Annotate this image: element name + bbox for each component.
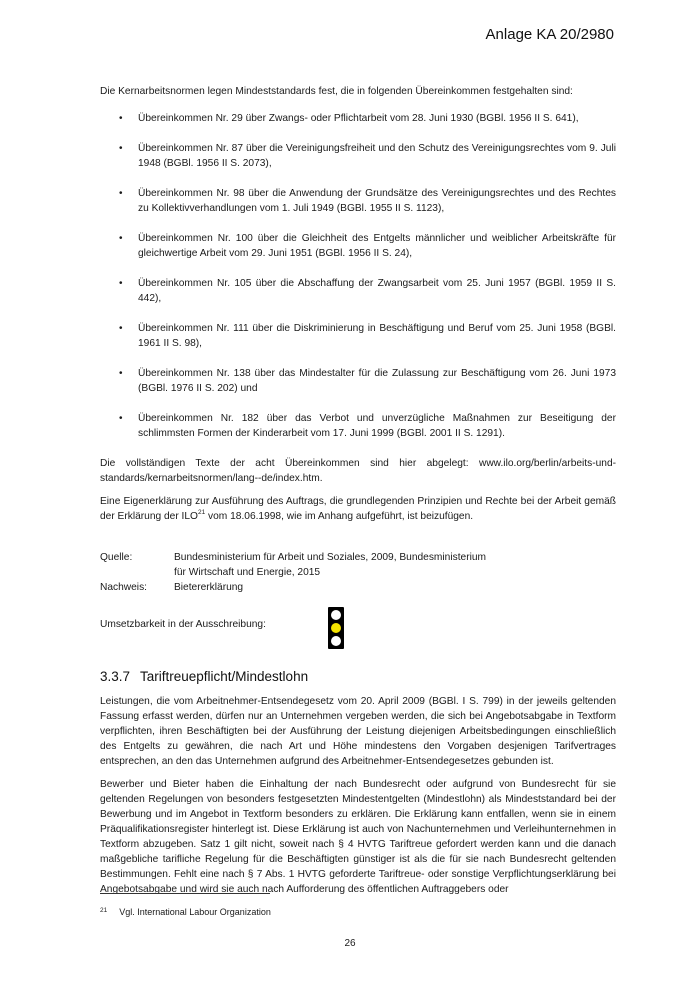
section-title: Tariftreuepflicht/Mindestlohn (140, 669, 309, 684)
section-heading (100, 669, 616, 684)
traffic-light-icon (328, 607, 344, 649)
traffic-light-middle-active (331, 623, 341, 633)
page-content (100, 84, 616, 905)
quelle-row (100, 550, 616, 580)
feasibility-row (100, 607, 616, 655)
list-item: • Übereinkommen Nr. 87 über die Vereinigungsfreiheit und den Schutz des Vereinigungsrechtes vom 9. Juli 1948 (BGBl. 1956 II S. 2073), (119, 143, 616, 169)
nachweis-row (100, 580, 616, 595)
list-item: • Übereinkommen Nr. 138 über das Mindestalter für die Zulassung zur Beschäftigung vom 26. Juni 1973 (BGBl. 1976 II S. 202) und (119, 368, 616, 394)
conventions-list (100, 111, 616, 441)
bullet-icon: • (119, 233, 123, 244)
footnote-reference[interactable]: 21 (197, 509, 206, 516)
quelle-value: Bundesministerium für Arbeit und Soziales, 2009, Bundesministerium für Wirtschaft und Energie, 2015 (174, 552, 487, 578)
texts-paragraph: Die vollständigen Texte der acht Übereinkommen sind hier abgelegt: www.ilo.org/berlin/arbeits-und-standards/kernarbeitsnormen/lang--de/index.htm. (100, 458, 616, 484)
list-item: • Übereinkommen Nr. 100 über die Gleichheit des Entgelts männlicher und weiblicher Arbeitskräfte für gleichwertige Arbeit vom 29. Juni 1951 (BGBl. 1956 II S. 24), (119, 233, 616, 259)
bullet-icon: • (119, 278, 123, 289)
annex-header: Anlage KA 20/2980 (485, 26, 614, 43)
intro-paragraph: Die Kernarbeitsnormen legen Mindeststandards fest, die in folgenden Übereinkommen festgehalten sind: (100, 86, 573, 97)
traffic-light-top (331, 610, 341, 620)
nachweis-value: Bietererklärung (174, 582, 244, 593)
footnote-text: Vgl. International Labour Organization (119, 907, 271, 917)
list-item: • Übereinkommen Nr. 182 über das Verbot und unverzügliche Maßnahmen zur Beseitigung der schlimmsten Formen der Kinderarbeit vom 17. Juni 1999 (BGBl. 2001 II S. 1291). (119, 413, 616, 439)
section-paragraph-2: Bewerber und Bieter haben die Einhaltung der nach Bundesrecht oder aufgrund von Bundesrecht für sie geltenden Regelungen von besonders festgesetzten Mindestentgelten (Mindestlohn) als Mindeststandard bei der Bewerbung und im Angebot in Textform besonders zu erklären. Die Erklärung kann entfallen, wenn sie in einem Präqualifikationsregister hinterlegt ist. Diese Erklärung ist auch von Nachunternehmen und Verleihunternehmen in Textform abzugeben. Satz 1 gilt nicht, soweit nach § 4 HVTG Tariftreue gefordert werden kann und die danach maßgebliche tarifliche Regelung für die Beschäftigten günstiger ist als die für sie nach Bundesrecht geltenden Bestimmungen. Fehlt eine nach § 7 Abs. 1 HVTG geforderte Tariftreue- oder sonstige Verpflichtungserklärung bei Angebotsabgabe und wird sie auch nach Aufforderung des öffentlichen Auftraggebers oder (100, 779, 616, 895)
list-item: • Übereinkommen Nr. 111 über die Diskriminierung in Beschäftigung und Beruf vom 25. Juni 1958 (BGBl. 1961 II S. 98), (119, 323, 616, 349)
list-item: • Übereinkommen Nr. 105 über die Abschaffung der Zwangsarbeit vom 25. Juni 1957 (BGBl. 1959 II S. 442), (119, 278, 616, 304)
list-item: • Übereinkommen Nr. 29 über Zwangs- oder Pflichtarbeit vom 28. Juni 1930 (BGBl. 1956 II S. 641), (119, 113, 579, 124)
bullet-icon: • (119, 413, 123, 424)
quelle-label: Quelle: (100, 552, 133, 563)
footnote-divider (100, 893, 270, 894)
bullet-icon: • (119, 143, 123, 154)
bullet-icon: • (119, 368, 123, 379)
bullet-icon: • (119, 188, 123, 199)
feasibility-label: Umsetzbarkeit in der Ausschreibung: (100, 619, 266, 630)
declaration-paragraph: Eine Eigenerklärung zur Ausführung des Auftrags, die grundlegenden Prinzipien und Rechte bei der Arbeit gemäß der Erklärung der ILO$^{21}$ vom 18.06.1998, wie im Anhang aufgeführt, ist beizufügen. (100, 496, 616, 522)
footnote-number: 21 (100, 907, 108, 914)
page-number: 26 (344, 938, 356, 949)
bullet-icon: • (119, 323, 123, 334)
list-item: • Übereinkommen Nr. 98 über die Anwendung der Grundsätze des Vereinigungsrechtes und des Rechtes zu Kollektivverhandlungen vom 1. Juli 1949 (BGBl. 1955 II S. 1123), (119, 188, 616, 214)
footnote (100, 907, 271, 917)
traffic-light-bottom (331, 636, 341, 646)
section-number: 3.3.7 (100, 669, 131, 684)
bullet-icon: • (119, 113, 123, 124)
source-block (100, 550, 616, 595)
section-paragraph-1: Leistungen, die vom Arbeitnehmer-Entsendegesetz vom 20. April 2009 (BGBl. I S. 799) in der jeweils geltenden Fassung erfasst werden, dürfen nur an Unternehmen vergeben werden, die sich bei Angebotsabgabe in Textform verpflichten, ihren Beschäftigten bei der Ausführung der Leistung diejenigen Arbeitsbedingungen einschließlich des Entgelts zu gewähren, die nach Art und Höhe mindestens den Vorgaben desjenigen Tarifvertrages entsprechen, an den das Unternehmen aufgrund des Arbeitnehmer-Entsendegesetzes gebunden ist. (100, 696, 616, 767)
nachweis-label: Nachweis: (100, 582, 147, 593)
